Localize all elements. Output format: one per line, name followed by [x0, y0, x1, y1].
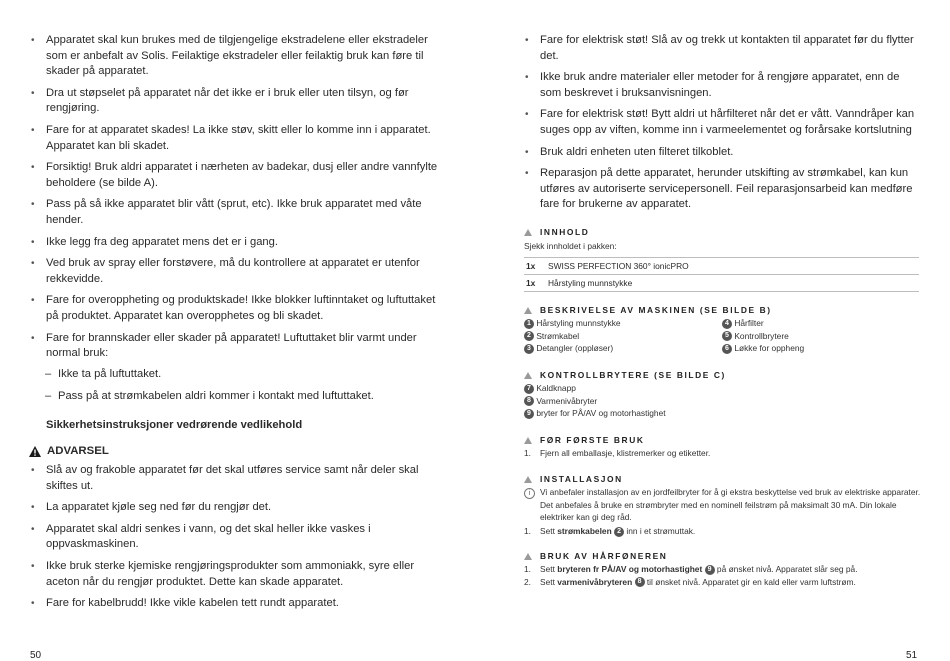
list-item: – Ikke ta på luftuttaket. — [45, 368, 162, 380]
contents-table — [524, 257, 919, 292]
warning-label: ADVARSEL — [47, 445, 109, 457]
controls-list — [524, 382, 824, 420]
list-item: 7 Kaldknapp — [524, 382, 824, 395]
installation-heading: INSTALLASJON — [524, 474, 623, 484]
list-item: • Slå av og frakoble apparatet før det skal utføres service samt når deler skal skiftes ut. — [31, 464, 419, 492]
list-item: • La apparatet kjøle seg ned før du rengjør det. — [31, 501, 272, 514]
first-use-step: 1. Fjern all emballasje, klistremerker og etiketter. — [524, 448, 711, 458]
maintenance-heading: Sikkerhetsinstruksjoner vedrørende vedlikehold — [46, 419, 303, 431]
safety-list-c — [522, 33, 922, 213]
description-list-left — [524, 317, 724, 355]
triangle-icon — [524, 229, 532, 236]
table-row: 1x SWISS PERFECTION 360° ionicPRO — [524, 258, 919, 275]
warning-heading — [29, 445, 109, 457]
list-item: 3 Detangler (oppløser) — [524, 342, 724, 355]
list-item: 4 Hårfilter — [722, 317, 922, 330]
list-item: • Ikke bruk sterke kjemiske rengjøringsprodukter som ammoniakk, syre eller aceton når du rengjør produktet. Dette kan skade apparatet. — [31, 559, 415, 588]
list-item: 1. Sett bryteren fr PÅ/AV og motorhastighet 9 på ønsket nivå. Apparatet slår seg på. — [524, 564, 858, 574]
usage-heading: BRUK AV HÅRFØNEREN — [524, 551, 667, 561]
list-item: • Apparatet skal kun brukes med de tilgjengelige ekstradelene eller ekstradeler som er anbefalt av Solis. Feilaktige ekstradeler eller feilaktig bruk kan føre til skader på apparatet. — [31, 34, 428, 78]
first-use-heading: FØR FØRSTE BRUK — [524, 435, 645, 445]
contents-heading: INNHOLD — [524, 227, 589, 237]
usage-steps — [524, 563, 922, 588]
safety-list-b — [28, 463, 438, 612]
list-item: • Forsiktig! Bruk aldri apparatet i nærheten av badekar, dusj eller andre vannfylte beholdere (se bilde A). — [31, 161, 438, 189]
description-heading: BESKRIVELSE AV MASKINEN (SE BILDE B) — [524, 305, 772, 315]
list-item: • Fare for elektrisk støt! Bytt aldri ut hårfilteret når det er vått. Vanndråper kan suges opp av viften, komme inn i varmeelementet og forårsake kortslutning — [525, 108, 915, 136]
info-icon: i — [524, 486, 540, 524]
list-item: 2 Strømkabel — [524, 330, 724, 343]
list-item: 9 bryter for PÅ/AV og motorhastighet — [524, 407, 824, 420]
installation-step: 1. Sett strømkabelen 2 inn i et strømuttak. — [524, 526, 696, 536]
safety-list-a — [28, 33, 438, 368]
list-item: 5 Kontrollbrytere — [722, 330, 922, 343]
list-item: • Bruk aldri enheten uten filteret tilkoblet. — [525, 145, 734, 158]
list-item: • Fare for overoppheting og produktskade! Ikke blokker luftinntaket og luftuttaket på produktet. Apparatet kan overopphetes og bli skadet. — [31, 294, 436, 322]
triangle-icon — [524, 553, 532, 560]
page-number-right: 51 — [906, 650, 918, 661]
list-item: • Ikke legg fra deg apparatet mens det er i gang. — [31, 235, 278, 248]
list-item: 1 Hårstyling munnstykke — [524, 317, 724, 330]
description-list-right — [722, 317, 922, 355]
triangle-icon — [524, 307, 532, 314]
triangle-icon — [524, 372, 532, 379]
list-item: • Reparasjon på dette apparatet, herunder utskifting av strømkabel, kan kun utføres av autoriserte servicepersonell. Feil reparasjonsarbeid kan medføre fare for brukerne av apparatet. — [525, 167, 913, 211]
list-item: • Fare for elektrisk støt! Slå av og trekk ut kontakten til apparatet før du flytter det. — [525, 34, 914, 62]
triangle-icon — [524, 437, 532, 444]
list-item: • Ikke bruk andre materialer eller metoder for å rengjøre apparatet, enn de som beskrevet i bruksanvisningen. — [525, 71, 900, 99]
controls-heading: KONTROLLBRYTERE (SE BILDE C) — [524, 370, 726, 380]
table-row: 1x Hårstyling munnstykke — [524, 275, 919, 292]
list-item: 2. Sett varmenivåbryteren 8 til ønsket nivå. Apparatet gir en kald eller varm luftstrøm. — [524, 576, 856, 587]
list-item: • Fare for at apparatet skades! La ikke støv, skitt eller lo komme inn i apparatet. Apparatet kan bli skadet. — [31, 123, 431, 152]
list-item: • Pass på så ikke apparatet blir vått (sprut, etc). Ikke bruk apparatet med våte hender. — [31, 198, 422, 226]
list-item: 6 Løkke for oppheng — [722, 342, 922, 355]
list-item: 8 Varmenivåbryter — [524, 395, 824, 408]
warning-icon — [29, 446, 41, 457]
contents-intro: Sjekk innholdet i pakken: — [524, 241, 617, 251]
list-item: • Apparatet skal aldri senkes i vann, og det skal heller ikke vaskes i oppvaskmaskinen. — [31, 522, 371, 551]
list-item: • Fare for brannskader eller skader på apparatet! Luftuttaket blir varmt under normal bruk: — [31, 331, 417, 360]
list-item: – Pass på at strømkabelen aldri kommer i kontakt med luftuttaket. — [45, 389, 374, 402]
triangle-icon — [524, 476, 532, 483]
list-item: • Fare for kabelbrudd! Ikke vikle kabelen tett rundt apparatet. — [31, 597, 339, 610]
page-number-left: 50 — [30, 650, 42, 661]
installation-info: i Vi anbefaler installasjon av en jordfeilbryter for å gi ekstra beskyttelse ved bruk av elektriske apparater. Det anbefales å bruke en strømbryter med en nominell feilstrøm på maksimalt 30 mA. Din lokale elektriker kan gi deg råd. — [524, 486, 922, 524]
sub-list — [28, 367, 438, 404]
list-item: • Ved bruk av spray eller forstøvere, må du kontrollere at apparatet er utenfor rekkevidde. — [31, 257, 420, 285]
list-item: • Dra ut støpselet på apparatet når det ikke er i bruk eller uten tilsyn, og før rengjøring. — [31, 86, 409, 115]
